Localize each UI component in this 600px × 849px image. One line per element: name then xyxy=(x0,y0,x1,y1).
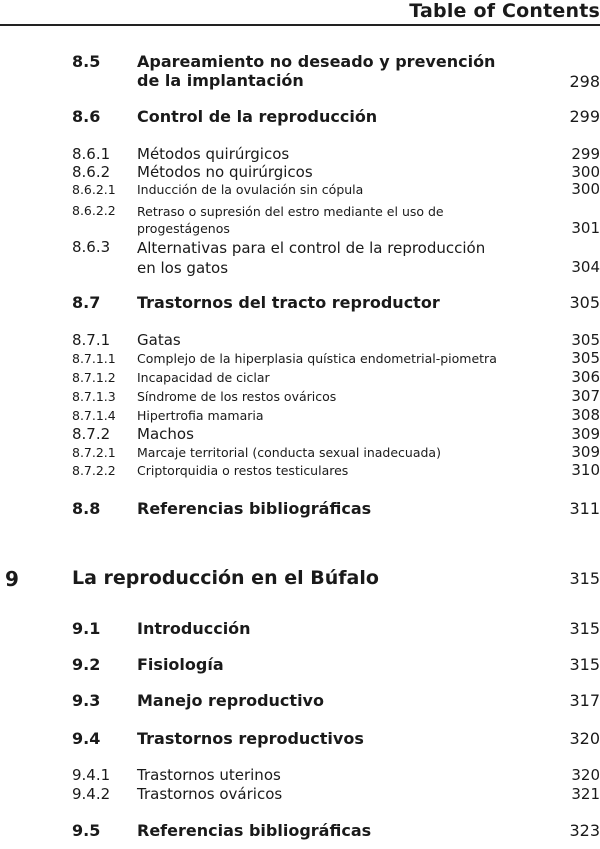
toc-title: Machos xyxy=(137,425,194,443)
toc-chapter-title: La reproducción en el Búfalo xyxy=(72,567,379,589)
toc-page-number: 309 xyxy=(571,443,600,461)
toc-title: Síndrome de los restos ováricos xyxy=(137,389,337,404)
toc-page-number: 311 xyxy=(569,499,600,518)
toc-number: 8.7.2.1 xyxy=(72,445,116,460)
toc-page-number: 301 xyxy=(571,219,600,237)
toc-page-number: 306 xyxy=(571,368,600,386)
toc-number: 9.3 xyxy=(72,691,101,710)
toc-number: 9.2 xyxy=(72,655,101,674)
page-header-title: Table of Contents xyxy=(409,0,600,22)
toc-number: 8.6.3 xyxy=(72,238,111,256)
toc-number: 8.6.2.2 xyxy=(72,203,116,218)
toc-title: Hipertrofia mamaria xyxy=(137,408,264,423)
toc-number: 8.7.1 xyxy=(72,331,111,349)
toc-page-number: 315 xyxy=(569,655,600,674)
toc-title: Trastornos reproductivos xyxy=(137,729,364,748)
toc-number: 8.7.1.2 xyxy=(72,370,116,385)
toc-title: Fisiología xyxy=(137,655,224,674)
toc-page-number: 308 xyxy=(571,406,600,424)
toc-page-number: 320 xyxy=(571,766,600,784)
toc-page-number: 300 xyxy=(571,180,600,198)
toc-page-number: 305 xyxy=(569,293,600,312)
toc-title: Métodos no quirúrgicos xyxy=(137,163,313,181)
toc-number: 8.6 xyxy=(72,107,101,126)
toc-number: 9.4.2 xyxy=(72,785,111,803)
toc-page-number: 300 xyxy=(571,163,600,181)
toc-number: 9.4.1 xyxy=(72,766,111,784)
toc-page-number: 321 xyxy=(571,785,600,803)
toc-number: 8.6.2.1 xyxy=(72,182,116,197)
toc-title: Alternativas para el control de la reproducción en los gatos xyxy=(137,239,486,277)
toc-page-number: 317 xyxy=(569,691,600,710)
toc-page-number: 304 xyxy=(571,258,600,276)
toc-title: Retraso o supresión del estro mediante el uso de progestágenos xyxy=(137,204,444,236)
toc-page-number: 305 xyxy=(571,349,600,367)
toc-number: 8.7.1.4 xyxy=(72,408,116,423)
toc-page-number: 299 xyxy=(571,145,600,163)
toc-title: Marcaje territorial (conducta sexual inadecuada) xyxy=(137,445,441,460)
toc-title: Manejo reproductivo xyxy=(137,691,324,710)
toc-title: Referencias bibliográficas xyxy=(137,821,372,840)
toc-page-number: 307 xyxy=(571,387,600,405)
toc-page-number: 315 xyxy=(569,619,600,638)
toc-number: 8.7.1.1 xyxy=(72,351,116,366)
toc-title: Incapacidad de ciclar xyxy=(137,370,270,385)
toc-number: 8.6.1 xyxy=(72,145,111,163)
toc-page-number: 298 xyxy=(569,72,600,91)
toc-page-number: 323 xyxy=(569,821,600,840)
toc-title: Complejo de la hiperplasia quística endometrial-piometra xyxy=(137,351,497,366)
toc-title: Apareamiento no deseado y prevención de la implantación xyxy=(137,52,496,90)
toc-title: Introducción xyxy=(137,619,251,638)
toc-title: Métodos quirúrgicos xyxy=(137,145,290,163)
toc-number: 9.1 xyxy=(72,619,101,638)
toc-title: Trastornos uterinos xyxy=(137,766,281,784)
toc-number: 9.4 xyxy=(72,729,101,748)
toc-title: Criptorquidia o restos testiculares xyxy=(137,463,349,478)
toc-page-number: 315 xyxy=(569,569,600,588)
toc-title: Control de la reproducción xyxy=(137,107,378,126)
toc-number: 8.7.1.3 xyxy=(72,389,116,404)
toc-title: Referencias bibliográficas xyxy=(137,499,372,518)
toc-number: 8.7.2 xyxy=(72,425,111,443)
toc-number: 8.8 xyxy=(72,499,101,518)
toc-number: 8.7 xyxy=(72,293,101,312)
toc-number: 9.5 xyxy=(72,821,101,840)
toc-number: 8.6.2 xyxy=(72,163,111,181)
toc-page-number: 309 xyxy=(571,425,600,443)
toc-title: Trastornos del tracto reproductor xyxy=(137,293,440,312)
toc-page-number: 310 xyxy=(571,461,600,479)
toc-page-number: 305 xyxy=(571,331,600,349)
toc-number: 8.7.2.2 xyxy=(72,463,116,478)
toc-title: Gatas xyxy=(137,331,181,349)
toc-page-number: 320 xyxy=(569,729,600,748)
toc-page-number: 299 xyxy=(569,107,600,126)
toc-chapter-number: 9 xyxy=(5,567,19,591)
toc-number: 8.5 xyxy=(72,52,101,71)
toc-title: Inducción de la ovulación sin cópula xyxy=(137,182,364,197)
header-rule xyxy=(0,24,600,26)
toc-title: Trastornos ováricos xyxy=(137,785,283,803)
